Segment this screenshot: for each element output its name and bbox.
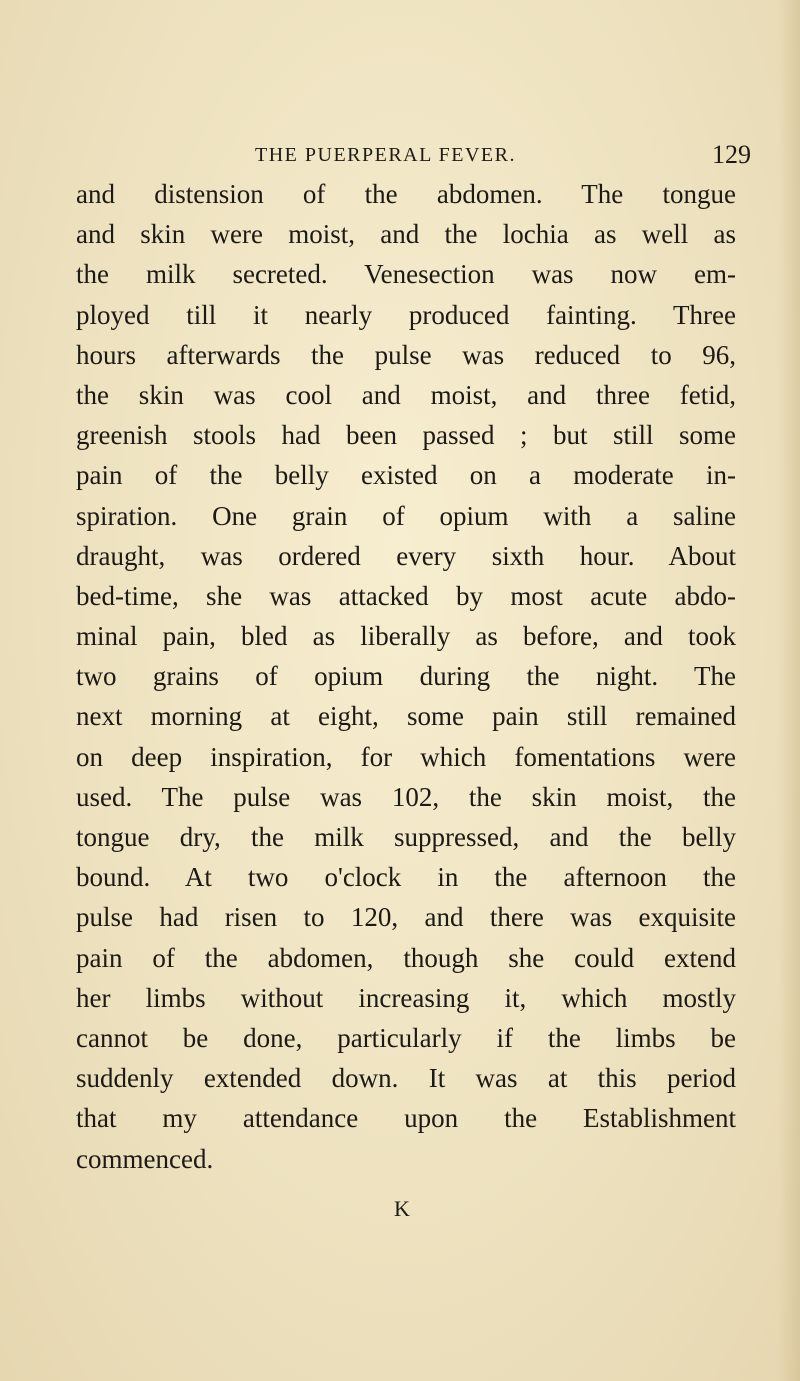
text-line: tongue dry, the milk suppressed, and the belly bbox=[76, 822, 736, 852]
text-line: two grains of opium during the night. The bbox=[76, 661, 736, 692]
text-line: suddenly extended down. It was at this period bbox=[76, 1063, 736, 1094]
text-line: her limbs without increasing it, which mostly bbox=[76, 982, 736, 1013]
text-line: on deep inspiration, for which fomentations were bbox=[76, 741, 736, 772]
text-line: bed-time, she was attacked by most acute abdo- bbox=[76, 580, 736, 611]
text-line: pain of the abdomen, though she could extend bbox=[76, 942, 736, 973]
text-line: the skin was cool and moist, and three fetid, bbox=[76, 379, 736, 410]
text-line: spiration. One grain of opium with a saline bbox=[76, 500, 736, 531]
text-line-last: commenced. bbox=[76, 1143, 214, 1174]
page-number: 129 bbox=[712, 140, 751, 169]
text-line: hours afterwards the pulse was reduced to 96, bbox=[76, 339, 736, 370]
text-line: cannot be done, particularly if the limbs be bbox=[76, 1022, 736, 1053]
text-line: greenish stools had been passed ; but still some bbox=[76, 420, 736, 451]
text-line: and distension of the abdomen. The tongue bbox=[76, 179, 736, 209]
text-line: used. The pulse was 102, the skin moist, the bbox=[76, 781, 736, 812]
text-line: pain of the belly existed on a moderate in- bbox=[76, 460, 736, 491]
text-line: pulse had risen to 120, and there was exquisite bbox=[76, 902, 736, 933]
text-line: draught, was ordered every sixth hour. About bbox=[76, 540, 736, 571]
text-line: bound. At two o'clock in the afternoon the bbox=[76, 862, 736, 893]
running-head: THE PUERPERAL FEVER. bbox=[255, 144, 516, 166]
text-line: that my attendance upon the Establishment bbox=[76, 1103, 736, 1134]
text-line: the milk secreted. Venesection was now em- bbox=[76, 259, 736, 290]
page-edge-shadow bbox=[778, 0, 800, 1381]
text-line: ployed till it nearly produced fainting. Three bbox=[76, 299, 736, 330]
text-line: and skin were moist, and the lochia as well as bbox=[76, 219, 736, 250]
body-text bbox=[76, 174, 736, 1179]
text-line: minal pain, bled as liberally as before, and took bbox=[76, 621, 736, 652]
signature-mark: K bbox=[394, 1196, 410, 1221]
text-line: next morning at eight, some pain still remained bbox=[76, 701, 736, 732]
